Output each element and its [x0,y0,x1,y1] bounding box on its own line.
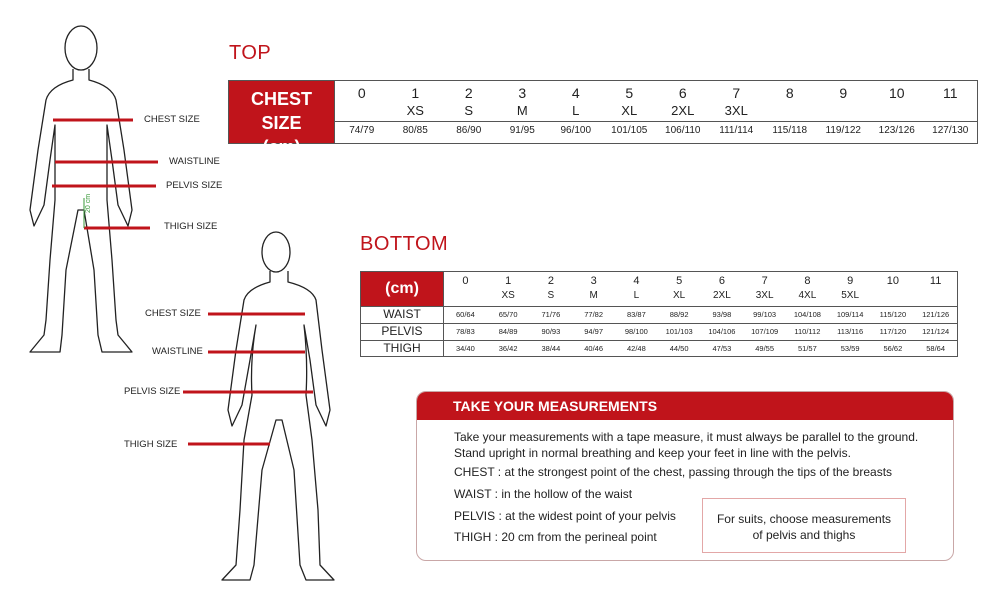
bottom-waist-range: 88/92 [669,310,689,319]
bottom-size-number: 4 [633,275,640,287]
top-chest-range: 123/126 [878,125,915,136]
top-size-number: 2 [464,85,473,101]
top-size-column [817,81,871,143]
bottom-size-column [743,272,786,356]
bottom-waist-range: 109/114 [836,310,864,319]
top-size-column [549,81,603,143]
male-label-pelvis: PELVIS SIZE [166,180,223,191]
thigh-offset-label: 20 cm [85,193,92,213]
bottom-size-column [914,272,957,356]
top-size-number: 6 [678,85,687,101]
bottom-table-header: (cm) [361,272,443,306]
top-size-number: 8 [785,85,794,101]
bottom-size-number: 0 [462,275,469,287]
bottom-pelvis-range: 98/100 [624,327,648,336]
top-size-column [389,81,443,143]
top-chest-range: 96/100 [560,125,592,136]
top-size-letter: S [464,103,474,118]
male-label-thigh: THIGH SIZE [164,221,218,232]
bottom-size-number: 7 [761,275,768,287]
bottom-size-column [786,272,829,356]
measurements-title: TAKE YOUR MEASUREMENTS [417,392,953,420]
top-size-letter: 2XL [671,103,695,118]
row-label-pelvis: PELVIS [381,324,423,338]
bottom-waist-range: 65/70 [498,310,518,319]
top-chest-range: 80/85 [402,125,428,136]
bottom-size-column [487,272,530,356]
bottom-waist-range: 60/64 [455,310,475,319]
bottom-waist-range: 115/120 [879,310,907,319]
bottom-thigh-range: 58/64 [926,344,946,353]
bottom-size-letter: M [589,290,598,301]
bottom-size-number: 5 [676,275,683,287]
top-size-letter: M [516,103,528,118]
bottom-size-column [615,272,658,356]
bottom-size-number: 9 [847,275,854,287]
female-label-chest: CHEST SIZE [145,308,201,319]
top-size-column [603,81,657,143]
top-chest-range: 119/122 [825,125,861,136]
top-size-number: 5 [625,85,634,101]
suit-note-line2: of pelvis and thighs [752,528,856,542]
top-header-line2: (cm) [262,137,301,157]
measurement-pelvis: PELVIS : at the widest point of your pelvis [454,509,676,523]
male-label-waist: WAISTLINE [169,156,220,167]
bottom-size-number: 1 [505,275,512,287]
row-label-thigh: THIGH [383,341,421,355]
top-size-column [763,81,817,143]
top-size-number: 1 [411,85,420,101]
measurements-intro-1: Take your measurements with a tape measure, it must always be parallel to the ground. [454,430,919,444]
bottom-size-number: 6 [718,275,725,287]
bottom-size-table [360,271,958,357]
bottom-thigh-range: 40/46 [584,344,604,353]
top-chest-range: 127/130 [932,125,969,136]
bottom-waist-range: 83/87 [626,310,646,319]
top-size-number: 4 [571,85,580,101]
bottom-waist-range: 77/82 [584,310,604,319]
female-figure [222,232,334,580]
top-section-title: TOP [229,42,272,64]
bottom-thigh-range: 53/59 [840,344,860,353]
female-measure-lines [183,314,313,444]
bottom-thigh-range: 44/50 [669,344,689,353]
female-label-pelvis: PELVIS SIZE [124,386,181,397]
top-chest-range: 111/114 [719,125,754,136]
bottom-size-column [572,272,615,356]
bottom-size-letter: 3XL [755,290,774,301]
bottom-size-number: 10 [886,275,899,287]
bottom-size-letter: S [547,290,555,301]
top-size-number: 9 [839,85,848,101]
bottom-pelvis-range: 78/83 [455,327,475,336]
bottom-size-column [444,272,487,356]
bottom-pelvis-range: 107/109 [751,327,779,336]
bottom-pelvis-range: 84/89 [498,327,518,336]
male-figure [30,26,132,352]
top-size-letter: L [572,103,580,118]
bottom-thigh-range: 56/62 [883,344,903,353]
bottom-waist-range: 93/98 [712,310,732,319]
bottom-thigh-range: 36/42 [498,344,518,353]
measurements-panel [416,391,954,561]
bottom-size-letter: 5XL [841,290,860,301]
bottom-pelvis-range: 117/120 [879,327,907,336]
top-chest-range: 106/110 [665,125,701,136]
top-size-letter: 3XL [724,103,748,118]
top-size-number: 11 [942,85,958,101]
measurement-chest: CHEST : at the strongest point of the chest, passing through the tips of the breasts [454,465,893,479]
bottom-thigh-range: 42/48 [626,344,646,353]
top-size-number: 7 [732,85,741,101]
bottom-size-column [658,272,701,356]
bottom-size-letter: 2XL [712,290,731,301]
top-chest-range: 115/118 [772,125,808,136]
bottom-size-column [530,272,573,356]
top-table-header [229,81,334,157]
measurement-thigh: THIGH : 20 cm from the perineal point [454,530,657,544]
suit-note [702,498,906,553]
suit-note-line1: For suits, choose measurements [716,512,892,526]
top-size-column [335,81,389,143]
bottom-pelvis-range: 110/112 [794,327,821,336]
bottom-size-letter: XL [673,290,686,301]
female-label-waist: WAISTLINE [152,346,203,357]
bottom-pelvis-range: 101/103 [665,327,693,336]
measurement-waist: WAIST : in the hollow of the waist [454,487,633,501]
bottom-pelvis-range: 90/93 [541,327,561,336]
top-table-columns [334,81,977,143]
top-size-column [870,81,924,143]
top-size-letter: XS [406,103,424,118]
bottom-size-number: 3 [590,275,597,287]
bottom-thigh-range: 47/53 [712,344,732,353]
bottom-row-divider [361,306,957,307]
top-header-line1: CHEST SIZE [250,89,312,133]
bottom-thigh-range: 49/55 [755,344,775,353]
bottom-size-column [872,272,915,356]
top-size-number: 0 [357,85,366,101]
bottom-thigh-range: 51/57 [797,344,817,353]
male-label-chest: CHEST SIZE [144,114,200,125]
top-chest-range: 101/105 [611,125,648,136]
bottom-pelvis-range: 113/116 [837,327,864,336]
bottom-thigh-range: 34/40 [455,344,475,353]
bottom-waist-range: 71/76 [541,310,561,319]
bottom-table-columns [443,272,957,356]
top-size-column [496,81,550,143]
top-chest-range: 91/95 [509,125,535,136]
bottom-section-title: BOTTOM [360,233,449,255]
top-size-table [228,80,978,157]
bottom-pelvis-range: 104/106 [708,327,736,336]
female-label-thigh: THIGH SIZE [124,439,178,450]
bottom-size-number: 11 [929,275,942,287]
bottom-size-column [829,272,872,356]
bottom-pelvis-range: 121/124 [922,327,950,336]
bottom-size-column [701,272,744,356]
bottom-waist-range: 99/103 [753,310,777,319]
top-chest-range: 74/79 [349,125,375,136]
bottom-size-letter: XS [501,290,515,301]
bottom-size-number: 8 [804,275,811,287]
male-measure-lines [52,120,158,228]
bottom-size-letter: 4XL [798,290,817,301]
bottom-waist-range: 121/126 [922,310,950,319]
bottom-thigh-range: 38/44 [541,344,561,353]
top-size-letter: XL [621,103,638,118]
row-label-waist: WAIST [383,307,421,321]
top-size-column [710,81,764,143]
top-table-divider [334,121,977,122]
top-size-column [656,81,710,143]
top-chest-range: 86/90 [456,125,482,136]
top-size-column [442,81,496,143]
bottom-size-letter: L [633,290,640,301]
measurements-intro-2: Stand upright in normal breathing and keep your feet in line with the pelvis. [454,446,851,460]
bottom-size-number: 2 [547,275,554,287]
bottom-row-divider [361,340,957,341]
top-size-column [924,81,978,143]
bottom-waist-range: 104/108 [793,310,821,319]
bottom-pelvis-range: 94/97 [584,327,604,336]
top-size-number: 3 [518,85,527,101]
bottom-row-divider [361,323,957,324]
top-size-number: 10 [888,85,905,101]
